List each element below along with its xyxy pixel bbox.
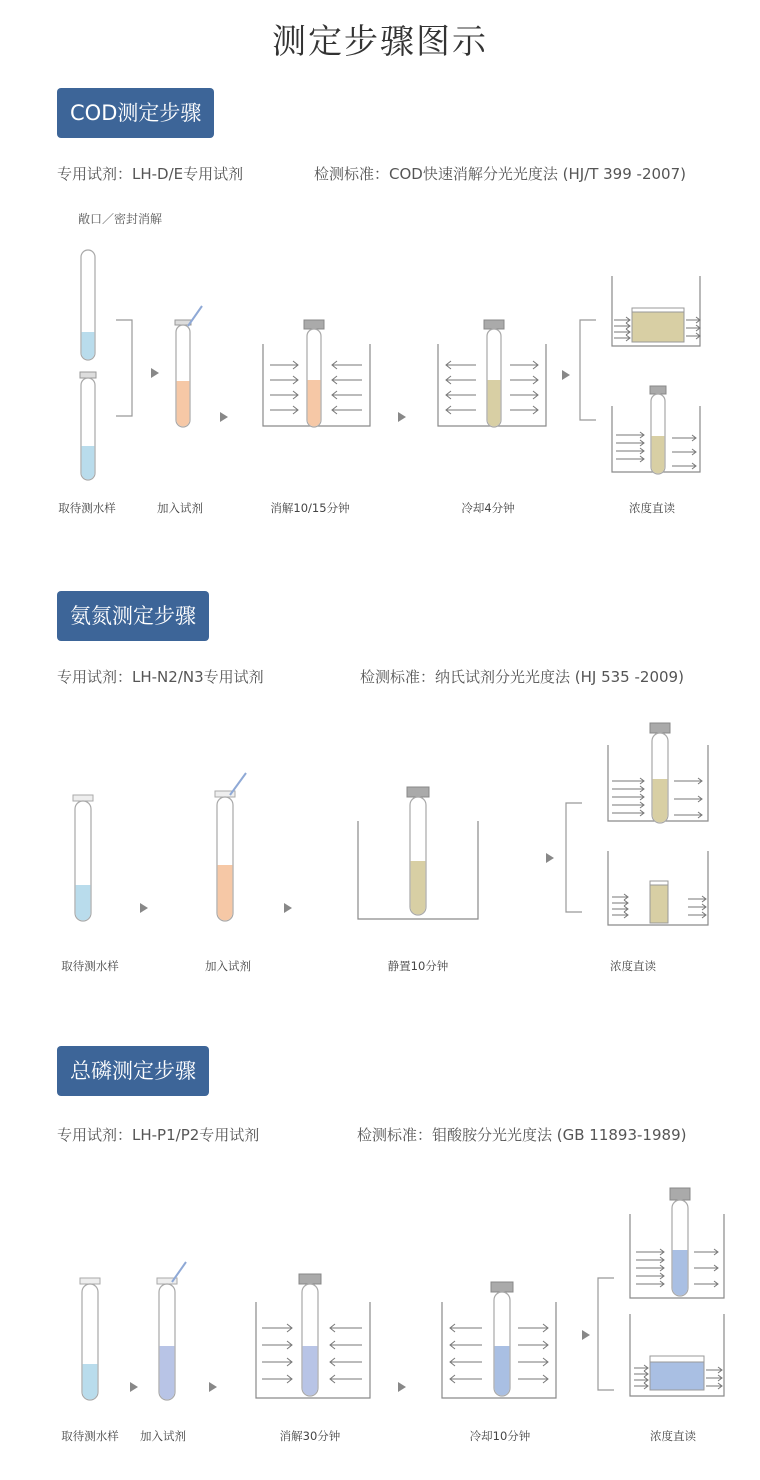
phosphorus-digestion-heater — [256, 1274, 370, 1398]
cod-arrow-3 — [398, 412, 406, 422]
cod-step-label: 加入试剂 — [157, 501, 203, 515]
phosphorus-step-label: 消解30分钟 — [279, 1429, 341, 1443]
phosphorus-reagent: 专用试剂：LH-P1/P2专用试剂 — [57, 1126, 260, 1144]
cod-cooling-bath — [438, 320, 546, 427]
cod-step-label: 取待测水样 — [58, 501, 116, 515]
cod-standard: 检测标准：COD快速消解分光光度法 (HJ/T 399 -2007) — [314, 165, 686, 183]
cod-arrow-1 — [151, 368, 159, 378]
phosphorus-step-label: 取待测水样 — [61, 1429, 119, 1443]
cod-sample-tube-open — [81, 250, 95, 360]
ammonia-bracket — [566, 803, 582, 912]
ammonia-arrow-3 — [546, 853, 554, 863]
ammonia-arrow-2 — [284, 903, 292, 913]
phosphorus-bracket — [598, 1278, 614, 1390]
phosphorus-arrow-4 — [582, 1330, 590, 1340]
cod-step-label: 冷却4分钟 — [461, 501, 515, 515]
cod-reagent-tube — [175, 306, 202, 427]
ammonia-section-heading: 氨氮测定步骤 — [57, 591, 209, 641]
ammonia-reagent-tube — [215, 773, 246, 921]
cod-step-label: 浓度直读 — [629, 501, 675, 515]
cod-arrow-4 — [562, 370, 570, 380]
phosphorus-reading-cuvette — [630, 1314, 724, 1396]
cod-reading-cuvette — [612, 276, 700, 346]
phosphorus-step-label: 冷却10分钟 — [469, 1429, 531, 1443]
ammonia-reagent: 专用试剂：LH-N2/N3专用试剂 — [57, 668, 264, 686]
cod-bracket-1 — [116, 320, 132, 416]
ammonia-reading-cuvette — [608, 851, 708, 925]
phosphorus-section-heading: 总磷测定步骤 — [57, 1046, 209, 1096]
phosphorus-cooling-bath — [442, 1282, 556, 1398]
phosphorus-standard: 检测标准：钼酸胺分光光度法 (GB 11893-1989) — [357, 1126, 687, 1144]
cod-reading-tube — [612, 386, 700, 474]
ammonia-step-label: 静置10分钟 — [387, 959, 449, 973]
ammonia-sample-tube — [73, 795, 93, 921]
cod-reagent: 专用试剂：LH-D/E专用试剂 — [57, 165, 244, 183]
cod-step-label: 消解10/15分钟 — [270, 501, 350, 515]
page-title: 测定步骤图示 — [272, 22, 488, 62]
phosphorus-arrow-1 — [130, 1382, 138, 1392]
cod-section-heading: COD测定步骤 — [57, 88, 214, 138]
phosphorus-diagram — [0, 1180, 760, 1410]
phosphorus-arrow-2 — [209, 1382, 217, 1392]
phosphorus-reading-tube — [630, 1188, 724, 1298]
ammonia-step-label: 取待测水样 — [61, 959, 119, 973]
cod-digestion-note: 敞口／密封消解 — [78, 212, 163, 226]
ammonia-diagram — [0, 715, 760, 935]
phosphorus-reagent-tube — [157, 1262, 186, 1400]
cod-diagram — [0, 240, 760, 490]
phosphorus-step-label: 加入试剂 — [140, 1429, 186, 1443]
ammonia-arrow-1 — [140, 903, 148, 913]
cod-digestion-heater — [263, 320, 370, 427]
cod-bracket-2 — [580, 320, 596, 420]
ammonia-standard: 检测标准：纳氏试剂分光光度法 (HJ 535 -2009) — [360, 668, 684, 686]
ammonia-reading-tube — [608, 723, 708, 823]
cod-sample-tube-capped — [80, 372, 96, 480]
phosphorus-step-label: 浓度直读 — [650, 1429, 696, 1443]
ammonia-step-label: 加入试剂 — [205, 959, 251, 973]
ammonia-standing-bath — [358, 787, 478, 919]
phosphorus-arrow-3 — [398, 1382, 406, 1392]
ammonia-step-label: 浓度直读 — [610, 959, 656, 973]
cod-arrow-2 — [220, 412, 228, 422]
phosphorus-sample-tube — [80, 1278, 100, 1400]
